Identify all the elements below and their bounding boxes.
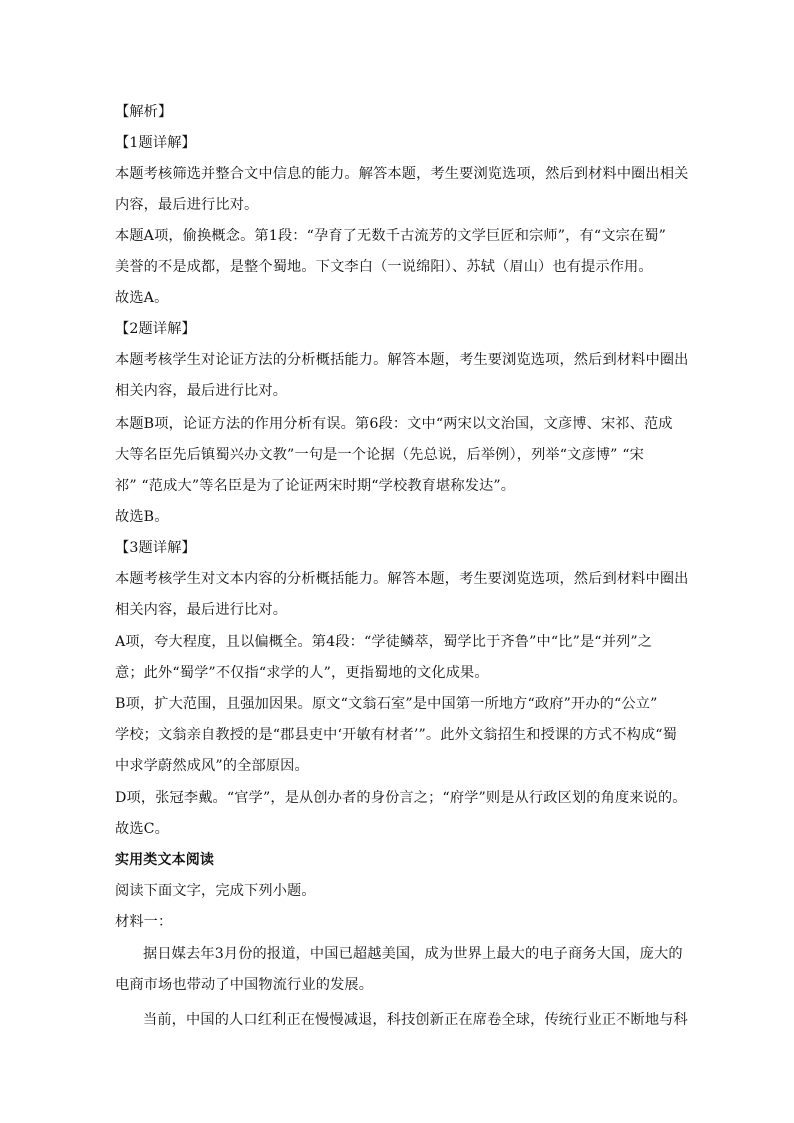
text-line: 大等名臣先后镇蜀兴办文教”一句是一个论据（先总说，后举例），列举“文彦博” “宋 — [115, 447, 644, 463]
text-line: D项，张冠李戴。“官学”，是从创办者的身份言之；“府学”则是从行政区划的角度来说的。 — [115, 790, 687, 806]
text-line: 本题A项，偷换概念。第1段：“孕育了无数千古流芳的文学巨匠和宗师”，有“文宗在蜀” — [115, 228, 666, 244]
text-line: 本题考核学生对论证方法的分析概括能力。解答本题，考生要浏览选项，然后到材料中圈出 — [115, 352, 689, 368]
text-line: 相关内容，最后进行比对。 — [115, 602, 288, 618]
answer-line: 故选B。 — [115, 509, 169, 525]
text-line: 意；此外“蜀学”不仅指“求学的人”，更指蜀地的文化成果。 — [115, 665, 489, 681]
q2-detail-header: 【2题详解】 — [115, 321, 196, 337]
q3-detail-header: 【3题详解】 — [115, 540, 196, 556]
text-line: 祁” “范成大”等名臣是为了论证两宋时期“学校教育堪称发达”。 — [115, 478, 516, 494]
paragraph-line: 当前，中国的人口红利正在慢慢减退，科技创新正在席卷全球，传统行业正不断地与科 — [143, 1012, 688, 1028]
text-line: 美誉的不是成都，是整个蜀地。下文李白（一说绵阳）、苏轼（眉山）也有提示作用。 — [115, 259, 653, 275]
text-line: 学校；文翁亲自教授的是“郡县吏中‘开敏有材者’”。此外文翁招生和授课的方式不构成“蜀 — [115, 727, 678, 743]
text-line: B项，扩大范围，且强加因果。原文“文翁石室”是中国第一所地方“政府”开办的“公立” — [115, 696, 658, 712]
answer-line: 故选C。 — [115, 821, 170, 837]
paragraph-line: 据日媒去年3月份的报道，中国已超越美国，成为世界上最大的电子商务大国，庞大的 — [143, 946, 683, 962]
text-line: 本题考核学生对文本内容的分析概括能力。解答本题，考生要浏览选项，然后到材料中圈出 — [115, 571, 689, 587]
q1-detail-header: 【1题详解】 — [115, 135, 196, 151]
instruction-line: 阅读下面文字，完成下列小题。 — [115, 883, 316, 899]
text-line: 相关内容，最后进行比对。 — [115, 383, 288, 399]
text-line: A项，夸大程度，且以偏概全。第4段：“学徒鳞萃，蜀学比于齐鲁”中“比”是“并列”之 — [115, 634, 653, 650]
text-line: 本题考核筛选并整合文中信息的能力。解答本题，考生要浏览选项，然后到材料中圈出相关 — [115, 166, 689, 182]
section-title: 实用类文本阅读 — [115, 852, 215, 868]
text-line: 内容，最后进行比对。 — [115, 197, 259, 213]
text-line: 中求学蔚然成风”的全部原因。 — [115, 758, 309, 774]
answer-line: 故选A。 — [115, 290, 169, 306]
paragraph-line: 电商市场也带动了中国物流行业的发展。 — [115, 977, 374, 993]
material-label: 材料一： — [115, 914, 173, 930]
text-line: 本题B项，论证方法的作用分析有误。第6段：文中“两宋以文治国，文彦博、宋祁、范成 — [115, 416, 673, 432]
analysis-header: 【解析】 — [115, 104, 173, 120]
